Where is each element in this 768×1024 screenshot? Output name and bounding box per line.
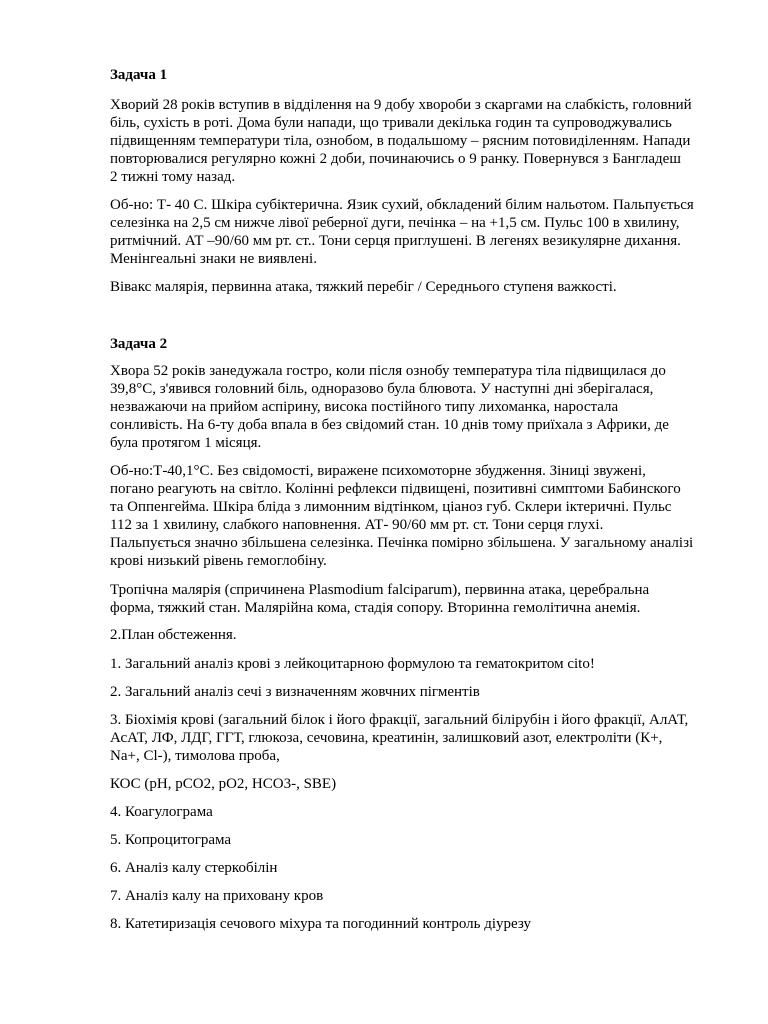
task1-p1-line1: Хворий 28 років вступив в відділення на 9 добу хвороби з скаргами на слабкість, головний	[110, 97, 692, 113]
task2-p2-line5: Пальпується значно збільшена селезінка. Печінка помірно збільшена. У загальному аналізі	[110, 535, 694, 551]
task2-p1-line1: Хвора 52 років занедужала гостро, коли після ознобу температура тіла підвищилася до	[110, 363, 666, 379]
plan-item-4: 4. Коагулограма	[110, 804, 213, 820]
task2-p2-line4: 112 за 1 хвилину, слабкого наповнення. АТ- 90/60 мм рт. ст. Тони серця глухі.	[110, 517, 604, 533]
task1-title: Задача 1	[110, 67, 168, 83]
plan-item-6: 6. Аналіз калу стеркобілін	[110, 860, 278, 876]
plan-item-5: 5. Копроцитограма	[110, 832, 232, 848]
task2-title: Задача 2	[110, 336, 168, 352]
task1-p2-line2: селезінка на 2,5 см нижче лівої реберної дуги, печінка – на +1,5 см. Пульс 100 в хвилину,	[110, 215, 680, 231]
plan-kos: КОС (pH, pCO2, pO2, HCO3-, SBE)	[110, 776, 337, 792]
task2-p1-line4: сонливість. На 6-ту доба впала в без свідомий стан. 10 днів тому приїхала з Африки, де	[110, 417, 669, 433]
task2-diagnosis-line1: Тропічна малярія (спричинена Plasmodium falciparum), первинна атака, церебральна	[110, 582, 650, 598]
plan-item-2: 2. Загальний аналіз сечі з визначенням жовчних пігментів	[110, 684, 480, 700]
task2-p1-line2: 39,8°С, з'явився головний біль, одноразово була блювота. У наступні дні зберігалася,	[110, 381, 654, 397]
task1-p1-line4: повторювалися регулярно кожні 2 доби, починаючись о 9 ранку. Повернувся з Бангладеш	[110, 151, 681, 167]
task2-diagnosis-line2: форма, тяжкий стан. Малярійна кома, стадія сопору. Вторинна гемолітична анемія.	[110, 600, 641, 616]
task2-p2-line3: та Оппенгейма. Шкіра бліда з лимонним відтінком, ціаноз губ. Склери іктеричні. Пульс	[110, 499, 672, 515]
task2-p2-line6: крові низький рівень гемоглобіну.	[110, 553, 327, 569]
task1-p1-line3: підвищенням температури тіла, ознобом, в подальшому – рясним потовиділенням. Напади	[110, 133, 691, 149]
plan-item-3-line1: 3. Біохімія крові (загальний білок і його фракції, загальний білірубін і його фракції, АлАТ,	[110, 712, 689, 728]
task1-p1-line5: 2 тижні тому назад.	[110, 169, 236, 185]
task2-p2-line1: Об-но:Т-40,1°С. Без свідомості, виражене психомоторне збудження. Зіниці звужені,	[110, 463, 646, 479]
task1-p1-line2: біль, сухість в роті. Дома були напади, що тривали декілька годин та супроводжувались	[110, 115, 672, 131]
task2-p1-line5: була протягом 1 місяця.	[110, 435, 262, 451]
task1-diagnosis: Вівакс малярія, первинна атака, тяжкий перебіг / Середнього ступеня важкості.	[110, 279, 617, 295]
plan-item-8: 8. Катетиризація сечового міхура та погодинний контроль діурезу	[110, 916, 531, 932]
plan-item-1: 1. Загальний аналіз крові з лейкоцитарною формулою та гематокритом cito!	[110, 656, 595, 672]
task2-p1-line3: незважаючи на прийом аспірину, висока постійного типу лихоманка, наростала	[110, 399, 619, 415]
task1-p2-line4: Менінгеальні знаки не виявлені.	[110, 251, 317, 267]
plan-item-3-line2: АсАТ, ЛФ, ЛДГ, ГГТ, глюкоза, сечовина, креатинін, залишковий азот, електроліти (К+,	[110, 730, 663, 746]
plan-title: 2.План обстеження.	[110, 627, 237, 643]
plan-item-3-line3: Na+, Cl-), тимолова проба,	[110, 748, 280, 764]
task2-p2-line2: погано реагують на світло. Колінні рефлекси підвищені, позитивні симптоми Бабинского	[110, 481, 681, 497]
task1-p2-line3: ритмічний. АТ –90/60 мм рт. ст.. Тони серця приглушені. В легенях везикулярне дихання.	[110, 233, 681, 249]
plan-item-7: 7. Аналіз калу на приховану кров	[110, 888, 324, 904]
task1-p2-line1: Об-но: Т- 40 С. Шкіра субіктерична. Язик сухий, обкладений білим нальотом. Пальпується	[110, 197, 694, 213]
